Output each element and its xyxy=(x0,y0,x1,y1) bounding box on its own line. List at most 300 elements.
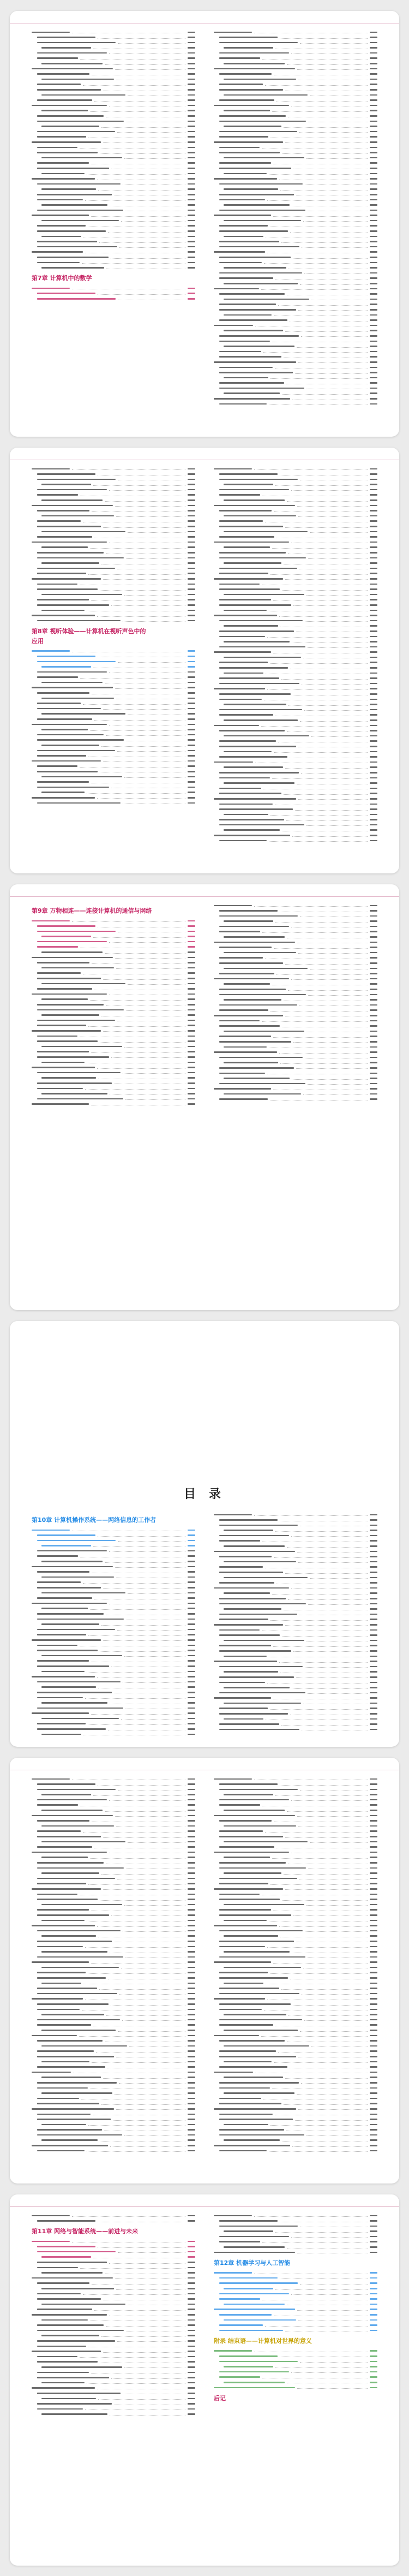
toc-entry-title xyxy=(219,367,273,368)
toc-entry-page xyxy=(188,1561,195,1562)
toc-entry xyxy=(32,1075,195,1081)
toc-entry-page xyxy=(188,1067,195,1068)
toc-entry-page xyxy=(188,1925,195,1926)
toc-entry-page xyxy=(370,1587,377,1589)
toc-entry xyxy=(214,2022,377,2028)
toc-entry xyxy=(32,1086,195,1091)
toc-entry xyxy=(32,492,195,498)
toc-entry-title xyxy=(37,1660,89,1662)
toc-entry xyxy=(214,1834,377,1840)
toc-entry-title xyxy=(37,718,92,720)
toc-entry-title xyxy=(219,636,265,638)
toc-entry-title xyxy=(214,1925,277,1926)
toc-entry-title xyxy=(219,1789,298,1790)
toc-entry-page xyxy=(370,168,377,169)
toc-entry-title xyxy=(214,1998,265,2000)
toc-entry xyxy=(214,561,377,566)
toc-entry-title xyxy=(219,2003,291,2005)
toc-entry-page xyxy=(370,1925,377,1926)
toc-entry-title xyxy=(37,1836,101,1837)
toc-entry-page xyxy=(188,2241,195,2242)
toc-entry-page xyxy=(188,713,195,715)
toc-entry-page xyxy=(188,1603,195,1604)
leader-dots xyxy=(80,2357,185,2358)
toc-entry xyxy=(32,2270,195,2276)
toc-entry xyxy=(214,1839,377,1845)
toc-entry-title xyxy=(37,557,124,559)
toc-entry xyxy=(214,1881,377,1887)
toc-entry-page xyxy=(370,499,377,501)
toc-entry-title xyxy=(224,1935,278,1937)
toc-entry xyxy=(32,2301,195,2307)
toc-entry-title xyxy=(37,2393,121,2394)
toc-entry-page xyxy=(188,2366,195,2368)
toc-entry-page xyxy=(188,951,195,953)
toc-entry xyxy=(32,1559,195,1564)
toc-entry-title xyxy=(32,215,89,216)
toc-entry-title xyxy=(224,2124,268,2126)
toc-entry-page xyxy=(370,510,377,511)
toc-entry-page xyxy=(370,392,377,394)
toc-entry xyxy=(214,359,377,365)
toc-entry-title xyxy=(37,2372,89,2373)
toc-entry-page xyxy=(188,1036,195,1037)
leader-dots xyxy=(291,979,368,980)
toc-entry-page xyxy=(188,661,195,663)
toc-entry xyxy=(32,2406,195,2412)
toc-entry xyxy=(214,134,377,140)
toc-entry-title xyxy=(214,2108,296,2110)
toc-entry xyxy=(214,2091,377,2096)
toc-entry xyxy=(214,477,377,482)
toc-entry-page xyxy=(370,520,377,522)
toc-entry-title xyxy=(32,1778,70,1780)
toc-entry xyxy=(214,707,377,712)
toc-entry xyxy=(32,1013,195,1018)
toc-entry-title xyxy=(37,1993,117,1995)
toc-entry-title xyxy=(37,136,86,138)
toc-entry-page xyxy=(370,1703,377,1704)
toc-entry xyxy=(214,276,377,281)
toc-entry xyxy=(32,1091,195,1097)
toc-entry-title xyxy=(219,2050,276,2052)
toc-entry-title xyxy=(224,704,286,705)
toc-entry-page xyxy=(188,194,195,195)
toc-entry-title xyxy=(41,2061,89,2063)
toc-entry-title xyxy=(37,1072,121,1074)
toc-entry xyxy=(32,2017,195,2022)
toc-entry-title xyxy=(37,2040,103,2042)
toc-entry-title xyxy=(37,946,78,948)
toc-entry-title xyxy=(37,168,109,169)
toc-entry-page xyxy=(188,2061,195,2063)
toc-entry-title xyxy=(37,988,92,990)
toc-entry xyxy=(214,608,377,613)
toc-entry xyxy=(214,118,377,124)
toc-entry-title xyxy=(224,610,267,611)
toc-entry-title xyxy=(224,2246,285,2248)
leader-dots xyxy=(304,2020,368,2021)
toc-entry-title xyxy=(219,1603,306,1605)
toc-entry xyxy=(32,2106,195,2111)
toc-entry-title xyxy=(41,1545,91,1546)
toc-entry-page xyxy=(188,2092,195,2094)
leader-dots xyxy=(285,1889,368,1890)
toc-entry-title xyxy=(214,1661,277,1662)
leader-dots xyxy=(93,485,185,486)
toc-entry xyxy=(32,1834,195,1840)
toc-entry xyxy=(214,1976,377,1981)
toc-entry xyxy=(32,534,195,540)
toc-entry-page xyxy=(188,1998,195,2000)
toc-entry-title xyxy=(37,941,107,943)
toc-entry-page xyxy=(188,1778,195,1780)
leader-dots xyxy=(270,663,368,664)
toc-entry xyxy=(214,1070,377,1076)
toc-entry xyxy=(214,2122,377,2127)
leader-dots xyxy=(109,1551,185,1552)
toc-entry-title xyxy=(219,1025,280,1027)
toc-entry xyxy=(32,795,195,800)
toc-entry xyxy=(214,1860,377,1866)
toc-entry-title xyxy=(219,552,286,554)
leader-dots xyxy=(291,490,368,491)
toc-entry-page xyxy=(370,568,377,569)
toc-entry-page xyxy=(370,615,377,616)
toc-entry-title xyxy=(37,1723,86,1724)
leader-dots xyxy=(303,221,368,222)
toc-entry xyxy=(32,2317,195,2323)
toc-entry-title xyxy=(219,1899,280,1900)
toc-entry xyxy=(214,576,377,581)
toc-entry-page xyxy=(370,1878,377,1879)
toc-column-left xyxy=(32,466,195,806)
toc-entry-title xyxy=(37,1956,123,1958)
toc-entry xyxy=(214,2379,377,2385)
toc-entry-page xyxy=(188,2045,195,2047)
toc-entry-title xyxy=(219,1783,278,1785)
toc-entry-title xyxy=(224,173,267,175)
toc-entry xyxy=(214,391,377,396)
leader-dots xyxy=(119,1994,185,1995)
toc-entry xyxy=(214,618,377,623)
toc-entry-title xyxy=(37,1025,86,1026)
toc-entry xyxy=(214,498,377,503)
leader-dots xyxy=(111,1057,185,1058)
toc-entry xyxy=(32,2022,195,2028)
toc-entry xyxy=(214,108,377,114)
toc-entry-title xyxy=(219,147,260,148)
toc-entry-page xyxy=(370,1682,377,1683)
leader-dots xyxy=(100,1651,185,1652)
toc-entry-title xyxy=(219,2371,289,2373)
toc-entry-page xyxy=(370,105,377,106)
toc-entry-title xyxy=(219,2241,260,2242)
toc-entry xyxy=(214,1918,377,1923)
leader-dots xyxy=(265,1832,368,1833)
toc-entry xyxy=(32,758,195,764)
leader-dots xyxy=(311,2046,368,2047)
toc-entry-title xyxy=(37,1571,89,1573)
toc-entry-title xyxy=(41,1671,85,1673)
toc-entry-page xyxy=(188,941,195,943)
toc-entry-page xyxy=(188,2413,195,2415)
leader-dots xyxy=(284,2104,368,2105)
toc-entry-page xyxy=(370,730,377,731)
toc-entry xyxy=(32,1944,195,1949)
leader-dots xyxy=(292,642,368,643)
toc-entry xyxy=(214,644,377,650)
toc-entry xyxy=(214,1611,377,1617)
toc-entry-title xyxy=(219,2361,298,2363)
toc-entry xyxy=(214,2275,377,2281)
toc-entry-title xyxy=(219,2129,284,2131)
toc-entry-title xyxy=(32,468,70,470)
toc-entry-page xyxy=(188,1576,195,1578)
toc-entry-page xyxy=(188,1804,195,1806)
toc-entry xyxy=(32,701,195,706)
toc-entry-title xyxy=(37,2324,104,2326)
toc-entry xyxy=(32,296,195,302)
toc-entry xyxy=(214,1907,377,1913)
toc-entry-page xyxy=(370,798,377,800)
toc-entry xyxy=(214,2138,377,2143)
toc-entry xyxy=(214,655,377,660)
toc-entry xyxy=(32,1976,195,1981)
toc-entry-page xyxy=(370,910,377,912)
toc-entry xyxy=(214,1538,377,1544)
toc-entry xyxy=(32,587,195,592)
toc-entry-title xyxy=(219,52,289,54)
leader-dots xyxy=(285,527,368,528)
toc-entry-title xyxy=(37,802,121,804)
leader-dots xyxy=(281,679,368,680)
toc-entry xyxy=(32,2297,195,2302)
toc-entry-page xyxy=(188,1566,195,1568)
toc-entry-page xyxy=(370,1057,377,1058)
toc-entry-title xyxy=(219,584,260,585)
toc-entry-page xyxy=(188,220,195,222)
leader-dots xyxy=(92,963,185,964)
toc-entry xyxy=(32,566,195,571)
toc-entry xyxy=(214,1944,377,1949)
leader-dots xyxy=(288,1599,368,1600)
toc-entry-page xyxy=(188,1009,195,1011)
toc-entry xyxy=(32,2080,195,2085)
leader-dots xyxy=(291,2237,368,2238)
toc-entry xyxy=(214,992,377,997)
leader-dots xyxy=(90,1609,185,1610)
toc-entry xyxy=(214,1065,377,1070)
toc-entry xyxy=(32,924,195,929)
toc-entry xyxy=(32,1918,195,1923)
toc-entry-title xyxy=(37,1009,124,1011)
leader-dots xyxy=(83,1583,185,1584)
toc-entry-title xyxy=(37,241,97,242)
toc-entry-page xyxy=(188,141,195,143)
toc-entry-title xyxy=(37,573,86,574)
toc-entry-title xyxy=(214,251,265,253)
toc-entry-page xyxy=(370,604,377,606)
leader-dots xyxy=(274,1557,368,1558)
toc-entry xyxy=(214,265,377,271)
toc-entry-page xyxy=(188,750,195,752)
leader-dots xyxy=(298,953,368,954)
leader-dots xyxy=(297,1816,368,1817)
toc-entry xyxy=(32,155,195,160)
leader-dots xyxy=(88,1635,185,1636)
leader-dots xyxy=(292,1688,368,1689)
toc-entry-title xyxy=(214,2272,252,2274)
toc-entry xyxy=(214,2101,377,2107)
toc-entry-title xyxy=(41,562,99,564)
toc-entry-title xyxy=(37,298,116,300)
toc-entry xyxy=(214,244,377,249)
toc-entry xyxy=(214,913,377,919)
toc-entry xyxy=(214,602,377,608)
toc-entry-page xyxy=(370,1988,377,1989)
toc-entry-page xyxy=(188,615,195,616)
toc-entry-page xyxy=(188,1972,195,1973)
toc-entry-page xyxy=(188,967,195,969)
toc-entry-title xyxy=(224,1545,285,1547)
toc-entry-page xyxy=(188,246,195,248)
toc-page-6 xyxy=(10,2194,399,2566)
leader-dots xyxy=(298,310,368,311)
toc-entry-page xyxy=(188,2361,195,2363)
toc-entry-title xyxy=(219,257,291,258)
leader-dots xyxy=(72,469,185,470)
toc-entry-title xyxy=(37,2309,92,2310)
toc-column-right xyxy=(214,1512,377,1732)
toc-entry-page xyxy=(370,782,377,784)
toc-entry xyxy=(32,285,195,291)
toc-entry-title xyxy=(219,351,261,353)
toc-entry-title xyxy=(37,2056,114,2057)
toc-entry-page xyxy=(188,215,195,216)
toc-entry-title xyxy=(37,1883,86,1884)
toc-entry xyxy=(214,702,377,707)
toc-entry-page xyxy=(188,588,195,590)
leader-dots xyxy=(103,579,185,580)
toc-entry-title xyxy=(37,2282,89,2284)
toc-entry xyxy=(214,1617,377,1622)
toc-entry xyxy=(214,966,377,971)
leader-dots xyxy=(300,2031,368,2032)
leader-dots xyxy=(293,2005,368,2006)
toc-entry-title xyxy=(224,157,304,159)
toc-entry xyxy=(32,2218,195,2224)
toc-entry xyxy=(32,1829,195,1834)
toc-page-4 xyxy=(10,1321,399,1747)
toc-entry-title xyxy=(41,2366,122,2368)
toc-entry-page xyxy=(370,814,377,816)
toc-entry-title xyxy=(41,1967,119,1968)
toc-entry xyxy=(214,2096,377,2101)
toc-entry-page xyxy=(370,562,377,564)
toc-entry-title xyxy=(219,136,268,138)
toc-entry-title xyxy=(219,293,285,295)
toc-entry xyxy=(214,76,377,82)
toc-entry-title xyxy=(214,2145,290,2146)
leader-dots xyxy=(284,1874,368,1875)
toc-entry-page xyxy=(370,2092,377,2094)
toc-entry-page xyxy=(370,121,377,122)
toc-entry xyxy=(32,1569,195,1575)
toc-entry xyxy=(214,1664,377,1669)
toc-entry-page xyxy=(370,1951,377,1953)
toc-entry xyxy=(32,695,195,701)
leader-dots xyxy=(101,127,185,128)
toc-entry-page xyxy=(370,361,377,363)
toc-entry-title xyxy=(214,68,295,70)
toc-entry xyxy=(214,66,377,72)
toc-entry-page xyxy=(188,99,195,101)
toc-entry-page xyxy=(188,584,195,585)
toc-entry-title xyxy=(37,568,115,569)
toc-entry xyxy=(214,692,377,697)
leader-dots xyxy=(111,605,185,606)
toc-entry-page xyxy=(188,1977,195,1979)
toc-entry-title xyxy=(219,772,299,774)
toc-entry-page xyxy=(370,115,377,117)
toc-entry-page xyxy=(188,47,195,49)
toc-entry-page xyxy=(370,2030,377,2031)
toc-entry-title xyxy=(224,657,301,658)
toc-entry-page xyxy=(370,936,377,938)
toc-entry xyxy=(32,45,195,51)
toc-entry-page xyxy=(188,1645,195,1646)
leader-dots xyxy=(80,2268,185,2269)
page-header xyxy=(10,448,399,460)
toc-entry-page xyxy=(370,309,377,311)
toc-entry-page xyxy=(370,277,377,279)
toc-entry-title xyxy=(41,776,122,778)
toc-entry-title xyxy=(219,1535,289,1537)
leader-dots xyxy=(122,2020,185,2021)
toc-entry-title xyxy=(214,2215,252,2217)
toc-entry-title xyxy=(37,2114,91,2115)
toc-entry-title xyxy=(37,2003,109,2005)
toc-entry-page xyxy=(370,126,377,127)
leader-dots xyxy=(298,799,368,800)
toc-entry-title xyxy=(224,94,308,96)
toc-entry xyxy=(214,781,377,786)
toc-entry xyxy=(32,1792,195,1798)
toc-entry xyxy=(214,385,377,391)
leader-dots xyxy=(105,953,185,954)
page-header xyxy=(10,11,399,23)
toc-entry-page xyxy=(370,1676,377,1678)
toc-entry-title xyxy=(41,998,88,1000)
toc-entry xyxy=(32,466,195,472)
toc-entry xyxy=(32,1574,195,1580)
toc-entry-title xyxy=(224,1530,273,1531)
toc-entry-page xyxy=(370,157,377,159)
toc-entry-title xyxy=(224,126,281,127)
toc-entry-title xyxy=(224,1577,308,1579)
toc-entry-title xyxy=(41,983,125,985)
toc-entry-title xyxy=(224,1872,281,1874)
toc-entry-title xyxy=(224,1656,267,1657)
toc-entry-title xyxy=(214,1088,271,1090)
toc-entry xyxy=(214,712,377,718)
toc-entry xyxy=(32,618,195,623)
toc-entry xyxy=(214,56,377,61)
toc-entry-title xyxy=(37,1789,116,1790)
toc-entry xyxy=(32,561,195,566)
toc-entry-title xyxy=(32,615,95,616)
